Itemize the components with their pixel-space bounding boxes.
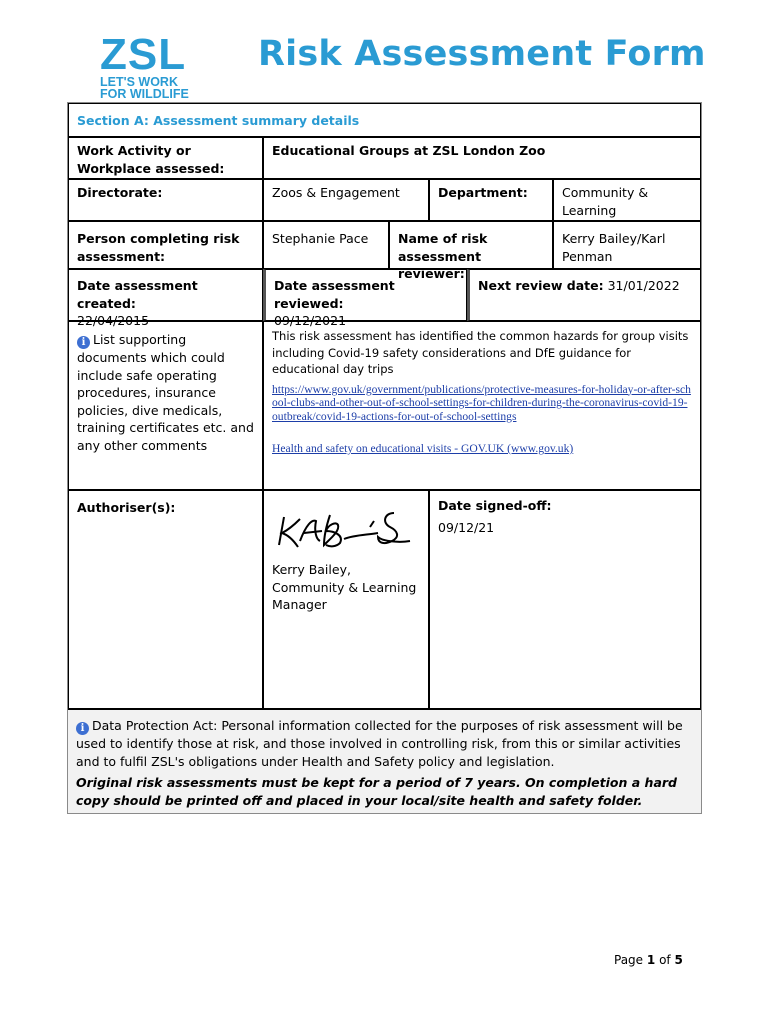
- covid-guidance-link[interactable]: https://www.gov.uk/government/publications/protective-measures-for-holiday-or-after-school-clubs-and-other-out-of-school-settings-for-children-during-the-coronavirus-covid-19-outbreak/covid-19-actions-for-out-of-school-settings: [272, 382, 691, 423]
- department-value: Community & Learning: [553, 179, 701, 221]
- date-signed-off-cell: [429, 490, 701, 709]
- section-a-heading: Section A: Assessment summary details: [77, 113, 360, 128]
- date-reviewed-label: Date assessment reviewed:: [274, 278, 395, 311]
- section-a-heading-cell: [68, 103, 701, 137]
- data-protection-notice: [68, 709, 701, 813]
- page-total: 5: [674, 953, 683, 967]
- reviewer-value: Kerry Bailey/Karl Penman: [553, 221, 701, 269]
- person-completing-label: Person completing risk assessment:: [68, 221, 263, 269]
- page-number: [614, 953, 683, 967]
- authoriser-value-cell: [263, 490, 429, 709]
- educational-visits-link[interactable]: Health and safety on educational visits - GOV.UK (www.gov.uk): [272, 442, 574, 455]
- authoriser-label: Authoriser(s):: [68, 490, 263, 709]
- page-title: Risk Assessment Form: [258, 34, 706, 74]
- date-created-label: Date assessment created:: [77, 278, 198, 311]
- page-current: 1: [646, 953, 656, 967]
- date-created-cell: [68, 269, 263, 328]
- data-protection-text: Data Protection Act: Personal information collected for the purposes of risk assessment will be used to identify those at risk, and those involved in controlling risk, from this or similar activities and to fulfil ZSL's obligations under Health and Safety policy and legislation.: [76, 718, 683, 769]
- zsl-logo: [100, 30, 210, 101]
- next-review-cell: [467, 269, 701, 321]
- data-protection-emphasis: Original risk assessments must be kept for a period of 7 years. On completion a hard copy should be printed off and placed in your local/site health and safety folder.: [76, 775, 677, 808]
- directorate-value: Zoos & Engagement: [263, 179, 429, 221]
- next-review-value: 31/01/2022: [607, 278, 680, 293]
- work-activity-value: Educational Groups at ZSL London Zoo: [263, 137, 701, 179]
- authoriser-name-line-3: Manager: [272, 597, 327, 612]
- logo-wordmark: ZSL: [100, 30, 187, 79]
- department-label: Department:: [429, 179, 553, 221]
- date-signed-off-value: 09/12/21: [438, 519, 495, 535]
- date-reviewed-value: 09/12/2021: [274, 313, 347, 328]
- reviewer-label: Name of risk assessment reviewer:: [389, 221, 553, 269]
- supporting-docs-text: This risk assessment has identified the common hazards for group visits including Covid-19 safety considerations and DfE guidance for educational day trips: [272, 329, 689, 376]
- directorate-label: Directorate:: [68, 179, 263, 221]
- page-of-word: of: [659, 953, 671, 967]
- supporting-docs-label: List supporting documents which could include safe operating procedures, insurance policies, dive medicals, training certificates etc. and any other comments: [77, 332, 254, 453]
- authoriser-name-line-2: Community & Learning: [272, 579, 417, 595]
- logo-tagline-1: LET'S WORK: [100, 75, 178, 89]
- date-created-value: 22/04/2015: [77, 313, 150, 328]
- logo-tagline-2: FOR WILDLIFE: [100, 87, 189, 101]
- authoriser-name-line-1: Kerry Bailey,: [272, 562, 351, 577]
- next-review-label: Next review date:: [478, 278, 604, 293]
- date-signed-off-label: Date signed-off:: [438, 498, 552, 513]
- supporting-docs-label-cell: [68, 321, 263, 490]
- supporting-docs-value-cell: [263, 321, 701, 490]
- person-completing-value: Stephanie Pace: [263, 221, 389, 269]
- info-icon: i: [77, 336, 90, 349]
- info-icon: i: [76, 722, 89, 735]
- date-reviewed-cell: [263, 269, 467, 328]
- data-protection-text-wrap: [76, 717, 693, 770]
- page-word: Page: [614, 953, 644, 967]
- work-activity-label: Work Activity or Workplace assessed:: [68, 137, 263, 179]
- signature-image: [274, 501, 420, 557]
